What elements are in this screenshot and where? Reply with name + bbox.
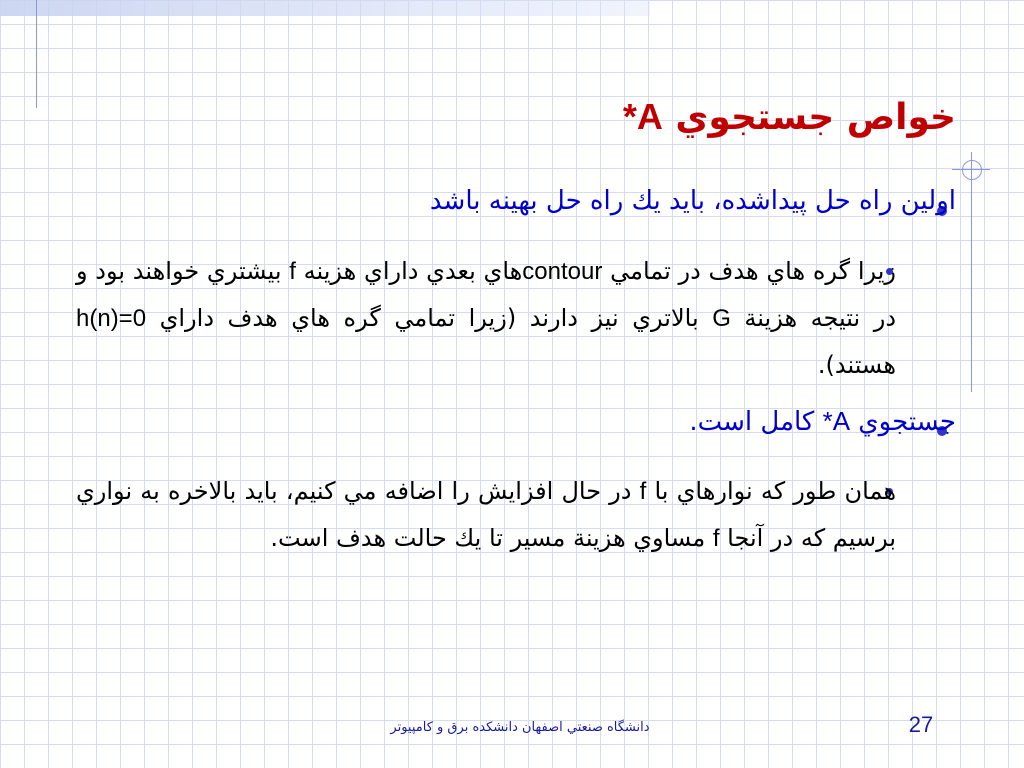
circle-decor-icon [962, 160, 982, 180]
circle-decor-crossline [952, 169, 990, 170]
title-latin: A* [622, 96, 663, 137]
bullet-completeness: جستجوي A* كامل است. [689, 406, 956, 437]
left-decor-line [36, 0, 37, 108]
sub-bullet-band-explanation: همان طور كه نوارهاي با f در حال افزايش را اضافه مي كنيم، بايد بالاخره به نواري برسيم كه در آنجا f مساوي هزينة مسير تا يك حالت هدف است. [76, 477, 897, 552]
footer-institution: دانشگاه صنعتي اصفهان دانشكده برق و كامپيوتر [390, 720, 650, 735]
page-number: 27 [908, 712, 934, 737]
top-decor-band [0, 0, 650, 16]
bullet-optimal-solution: اولين راه حل پيداشده، بايد يك راه حل بهينه باشد [429, 186, 956, 216]
right-decor-line [971, 152, 972, 392]
slide-title [623, 96, 956, 138]
sub-bullet-contour-explanation: زيرا گره هاي هدف در تمامي contourهاي بعدي داراي هزينه f بيشتري خواهند بود و در نتيجه هزينة G بالاتري نيز دارند (زيرا تمامي گره هاي هدف داراي h(n)=0 هستند). [76, 257, 897, 379]
title-persian: خواص جستجوي [675, 97, 956, 138]
